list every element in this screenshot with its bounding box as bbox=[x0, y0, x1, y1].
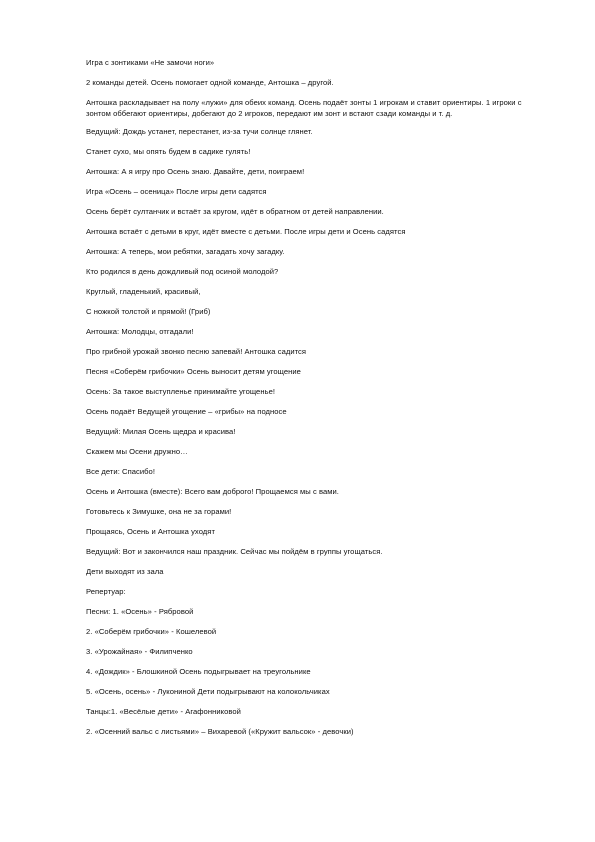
document-body bbox=[86, 58, 526, 747]
paragraph-osen-sultan: Осень берёт султанчик и встаёт за кругом, идёт в обратном от детей направлении. bbox=[86, 207, 384, 216]
paragraph-farewell: Осень и Антошка (вместе): Всего вам доброго! Прощаемся мы с вами. bbox=[86, 487, 339, 496]
paragraph-host-line-1: Ведущий: Дождь устанет, перестанет, из-за тучи солнце глянет. bbox=[86, 127, 313, 136]
paragraph-osen-tray: Осень подаёт Ведущей угощение – «грибы» на подносе bbox=[86, 407, 287, 416]
paragraph-host-line-2: Станет сухо, мы опять будем в садике гулять! bbox=[86, 147, 251, 156]
repertoire-dances-2: 2. «Осенний вальс с листьями» – Вихаревой («Кружит вальсок» - девочки) bbox=[86, 727, 354, 736]
paragraph-osen-treat: Осень: За такое выступленье принимайте угощенье! bbox=[86, 387, 276, 396]
repertoire-songs-2: 2. «Соберём грибочки» - Кошелевой bbox=[86, 627, 217, 636]
repertoire-songs-4: 4. «Дождик» - Блошкиной Осень подыгрывает на треугольнике bbox=[86, 667, 311, 676]
paragraph-game-rules: Антошка раскладывает на полу «лужи» для обеих команд. Осень подаёт зонты 1 игрокам и ставит ориентиры. 1 игроки с зонтом оббегают ориентиры, добегают до 2 игроков, передают им зонт и встают сзади команды и т. д. bbox=[86, 98, 522, 118]
paragraph-say-osen: Скажем мы Осени дружно… bbox=[86, 447, 188, 456]
repertoire-dances-1: Танцы:1. «Весёлые дети» - Агафонниковой bbox=[86, 707, 241, 716]
paragraph-host-end: Ведущий: Вот и закончился наш праздник. Сейчас мы пойдём в группы угощаться. bbox=[86, 547, 383, 556]
paragraph-leaving: Прощаясь, Осень и Антошка уходят bbox=[86, 527, 215, 536]
paragraph-antoshka-circle: Антошка встаёт с детьми в круг, идёт вместе с детьми. После игры дети и Осень садятся bbox=[86, 227, 406, 236]
paragraph-game-osen: Игра «Осень – осеница» После игры дети садятся bbox=[86, 187, 267, 196]
paragraph-riddle-line-2: Круглый, гладенький, красивый, bbox=[86, 287, 201, 296]
paragraph-children-thanks: Все дети: Спасибо! bbox=[86, 467, 155, 476]
paragraph-riddle-line-3: С ножкой толстой и прямой! (Гриб) bbox=[86, 307, 211, 316]
paragraph-antoshka-game: Антошка: А я игру про Осень знаю. Давайте, дети, поиграем! bbox=[86, 167, 305, 176]
game-title: Игра с зонтиками «Не замочи ноги» bbox=[86, 58, 215, 67]
paragraph-host-osen: Ведущий: Милая Осень щедра и красива! bbox=[86, 427, 236, 436]
paragraph-exit-hall: Дети выходят из зала bbox=[86, 567, 164, 576]
repertoire-songs-1: Песни: 1. «Осень» - Рябровой bbox=[86, 607, 194, 616]
paragraph-song-mushrooms: Песня «Соберём грибочки» Осень выносит детям угощение bbox=[86, 367, 301, 376]
repertoire-heading: Репертуар: bbox=[86, 587, 126, 596]
repertoire-songs-5: 5. «Осень, осень» - Лукониной Дети подыгрывают на колокольчиках bbox=[86, 687, 330, 696]
repertoire-songs-3: 3. «Урожайная» - Филипченко bbox=[86, 647, 193, 656]
paragraph-riddle-answer: Антошка: Молодцы, отгадали! bbox=[86, 327, 194, 336]
paragraph-teams: 2 команды детей. Осень помогает одной команде, Антошка – другой. bbox=[86, 78, 334, 87]
paragraph-riddle-line-1: Кто родился в день дождливый под осиной молодой? bbox=[86, 267, 279, 276]
paragraph-riddle-intro: Антошка: А теперь, мои ребятки, загадать хочу загадку. bbox=[86, 247, 285, 256]
paragraph-song-intro: Про грибной урожай звонко песню запевай! Антошка садится bbox=[86, 347, 307, 356]
paragraph-winter: Готовьтесь к Зимушке, она не за горами! bbox=[86, 507, 232, 516]
